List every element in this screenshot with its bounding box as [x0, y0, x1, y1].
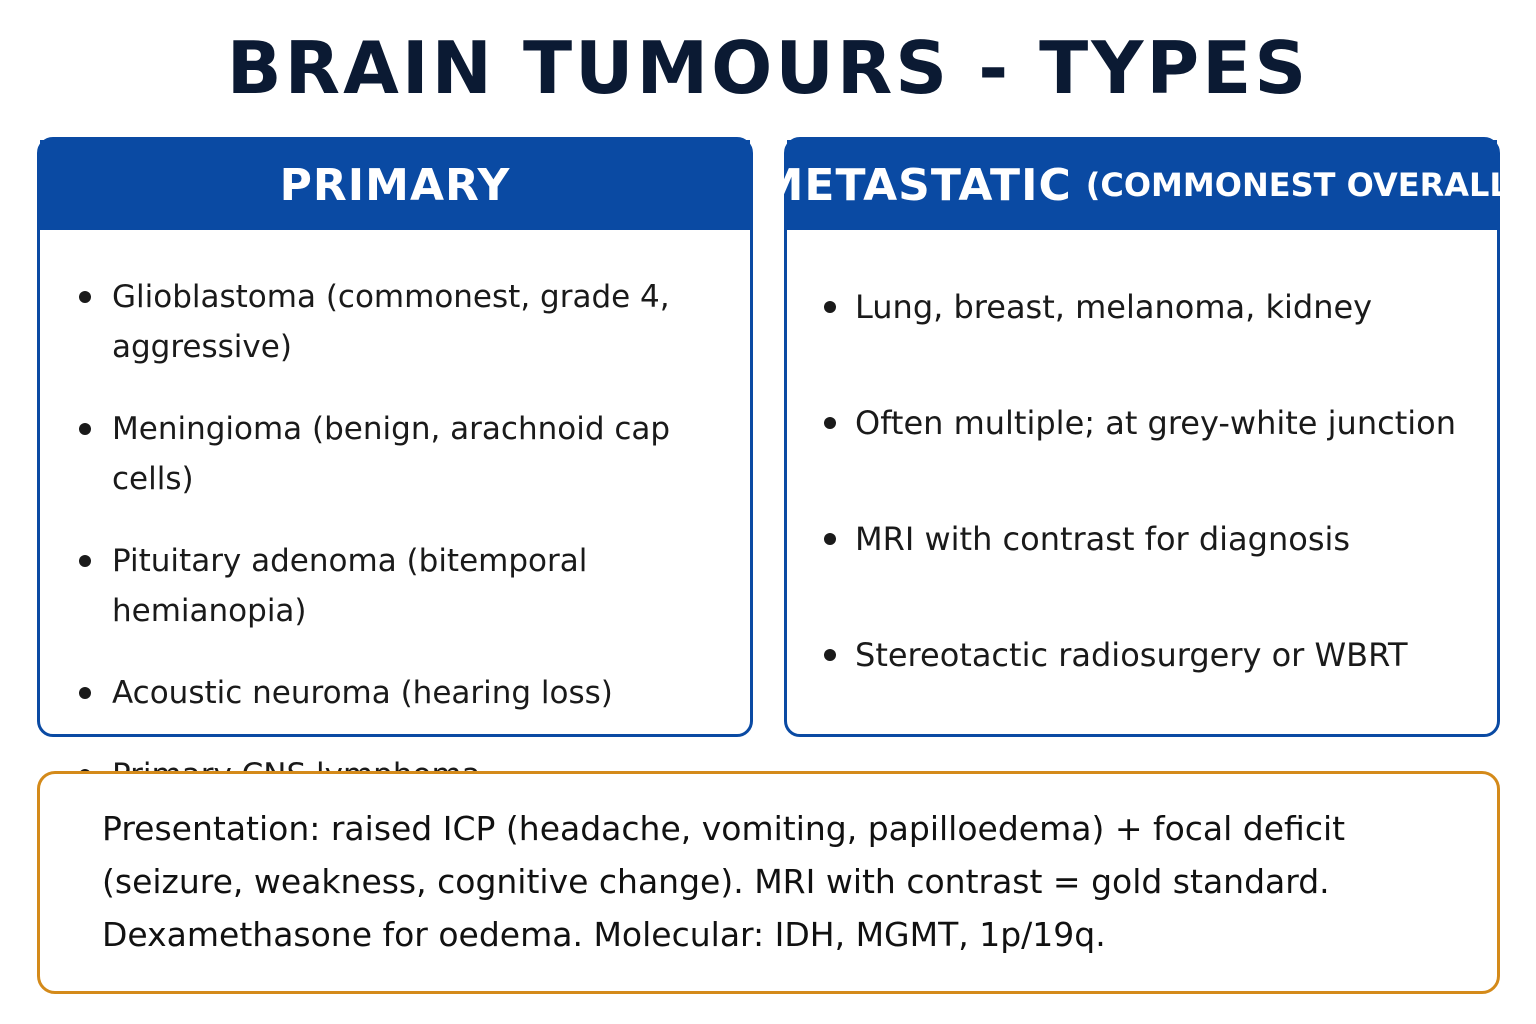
- list-item: MRI with contrast for diagnosis: [855, 514, 1477, 564]
- list-item: Meningioma (benign, arachnoid cap cells): [112, 404, 730, 504]
- primary-card-header: [40, 140, 750, 230]
- list-item: Lung, breast, melanoma, kidney: [855, 282, 1477, 332]
- metastatic-subheading: (COMMONEST OVERALL): [1085, 166, 1525, 204]
- summary-note: [37, 771, 1500, 994]
- metastatic-card: [759, 137, 1525, 737]
- summary-text: Presentation: raised ICP (headache, vomiting, papilloedema) + focal deficit (seizure, weakness, cognitive change). MRI with contrast = gold standard. Dexamethasone for oedema. Molecular: IDH, MGMT, 1p/19q.: [102, 809, 1346, 954]
- list-item: Pituitary adenoma (bitemporal hemianopia): [112, 536, 730, 636]
- list-item: Acoustic neuroma (hearing loss): [112, 668, 730, 718]
- primary-list: [40, 230, 750, 800]
- metastatic-card-header: [759, 140, 1525, 230]
- list-item: Stereotactic radiosurgery or WBRT: [855, 630, 1477, 680]
- page-title: BRAIN TUMOURS - TYPES: [226, 26, 1310, 110]
- metastatic-list: [787, 230, 1497, 680]
- primary-card: [37, 137, 753, 737]
- primary-heading: PRIMARY: [279, 159, 511, 211]
- metastatic-heading: METASTATIC: [759, 159, 1072, 211]
- list-item: Often multiple; at grey-white junction: [855, 398, 1477, 448]
- list-item: Glioblastoma (commonest, grade 4, aggressive): [112, 272, 730, 372]
